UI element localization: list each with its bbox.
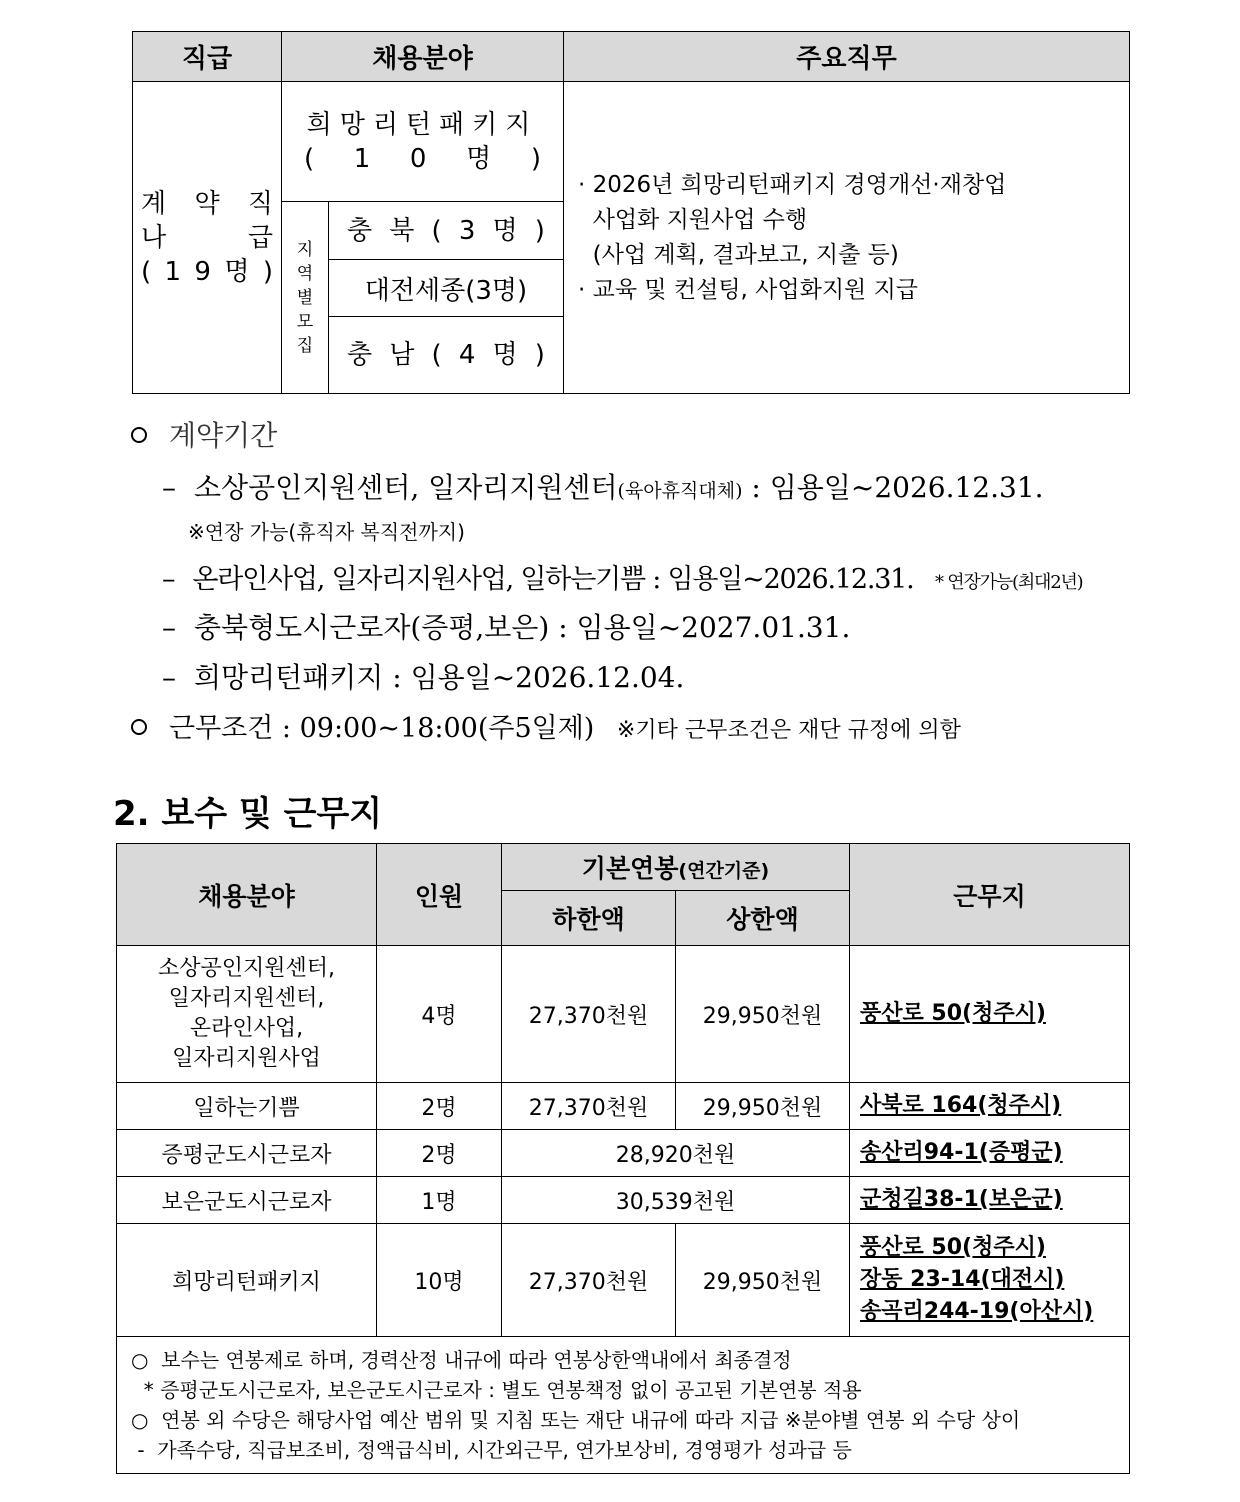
place-cell: 풍산로 50(청주시): [850, 946, 1130, 1083]
duty-line: 사업화 지원사업 수행: [578, 206, 808, 233]
field-main-count: ( 1 0 명 ): [304, 143, 541, 174]
contract-item-2-note: * 연장가능(최대2년): [934, 572, 1083, 593]
region-label-cell: [282, 202, 329, 394]
header-field: 채용분야: [117, 844, 377, 946]
table-row: [117, 1083, 1130, 1130]
contract-heading: 계약기간: [169, 419, 278, 452]
low-cell: 27,370천원: [502, 946, 676, 1083]
header-low: 하한액: [502, 891, 676, 946]
duty-line: (사업 계획, 결과보고, 지출 등): [578, 241, 899, 268]
duties-cell: [564, 82, 1130, 394]
high-cell: 29,950천원: [676, 1224, 850, 1337]
high-cell: 29,950천원: [676, 1083, 850, 1130]
notes-row: [117, 1337, 1130, 1474]
region-chungbuk: 충 북 ( 3 명 ): [329, 202, 564, 260]
recruitment-table: [132, 31, 1130, 394]
circle-bullet-icon: [131, 427, 147, 443]
place-cell: 사북로 164(청주시): [850, 1083, 1130, 1130]
low-cell: 27,370천원: [502, 1224, 676, 1337]
notes-cell: [117, 1337, 1130, 1474]
count-cell: 4명: [377, 946, 502, 1083]
place-cell: 송산리94-1(증평군): [850, 1130, 1130, 1177]
duty-line: · 교육 및 컨설팅, 사업화지원 지급: [578, 276, 919, 303]
header-count: 인원: [377, 844, 502, 946]
contract-item-3: – 충북형도시근로자(증평,보은) : 임용일~2027.01.31.: [162, 611, 851, 644]
region-daejeon-sejong: 대전세종(3명): [329, 260, 564, 317]
table-row: [117, 1177, 1130, 1224]
work-condition-note: ※기타 근무조건은 재단 규정에 의함: [616, 718, 961, 743]
count-cell: 2명: [377, 1130, 502, 1177]
field-cell: 일하는기쁨: [117, 1083, 377, 1130]
contract-item-1: – 소상공인지원센터, 일자리지원센터(육아휴직대체) : 임용일~2026.12.31.: [162, 471, 1044, 504]
table-row: [117, 1224, 1130, 1337]
pay-table: [116, 843, 1130, 1474]
count-cell: 10명: [377, 1224, 502, 1337]
salary-cell: 30,539천원: [502, 1177, 850, 1224]
header-grade: 직급: [133, 32, 282, 82]
field-cell: 소상공인지원센터, 일자리지원센터, 온라인사업, 일자리지원사업: [117, 946, 377, 1083]
contract-item-4: – 희망리턴패키지 : 임용일~2026.12.04.: [162, 661, 685, 694]
salary-cell: 28,920천원: [502, 1130, 850, 1177]
field-cell: 증평군도시근로자: [117, 1130, 377, 1177]
work-condition-line: [131, 706, 961, 745]
field-cell: 희망리턴패키지: [117, 1224, 377, 1337]
place-cell: 군청길38-1(보은군): [850, 1177, 1130, 1224]
header-field: 채용분야: [282, 32, 564, 82]
note-line: ○ 연봉 외 수당은 해당사업 예산 범위 및 지침 또는 재단 내규에 따라 지급 ※분야별 연봉 외 수당 상이: [131, 1408, 1021, 1432]
contract-item-1-note: ※연장 가능(휴직자 복직전까지): [188, 520, 465, 544]
circle-bullet-icon: [131, 719, 147, 735]
note-line: ○ 보수는 연봉제로 하며, 경력산정 내규에 따라 연봉상한액내에서 최종결정: [131, 1348, 792, 1372]
contract-item-2: – 온라인사업, 일자리지원사업, 일하는기쁨 : 임용일~2026.12.31. * 연장가능(최대2년): [162, 564, 1083, 595]
header-duties: 주요직무: [564, 32, 1130, 82]
low-cell: 27,370천원: [502, 1083, 676, 1130]
field-cell: 보은군도시근로자: [117, 1177, 377, 1224]
count-cell: 1명: [377, 1177, 502, 1224]
place-cell: 풍산로 50(청주시) 장동 23-14(대전시) 송곡리244-19(아산시): [850, 1224, 1130, 1337]
duty-line: · 2026년 희망리턴패키지 경영개선·재창업: [578, 171, 1007, 198]
field-main-name: 희망리턴패키지: [306, 109, 539, 140]
section-title: 2. 보수 및 근무지: [113, 794, 383, 834]
count-cell: 2명: [377, 1083, 502, 1130]
header-high: 상한액: [676, 891, 850, 946]
high-cell: 29,950천원: [676, 946, 850, 1083]
header-place: 근무지: [850, 844, 1130, 946]
note-line: * 증평군도시근로자, 보은군도시근로자 : 별도 연봉책정 없이 공고된 기본연봉 적용: [131, 1378, 862, 1402]
note-line: - 가족수당, 직급보조비, 정액급식비, 시간외근무, 연가보상비, 경영평가 성과급 등: [131, 1438, 852, 1462]
field-main-cell: [282, 82, 564, 202]
contract-heading-line: [131, 414, 277, 454]
grade-cell: 계 약 직 나 급 ( 1 9 명 ): [133, 82, 282, 394]
table-row: [117, 946, 1130, 1083]
work-condition: 근무조건 : 09:00~18:00(주5일제): [169, 713, 595, 744]
table-row: [117, 1130, 1130, 1177]
header-salary: 기본연봉(연간기준): [502, 844, 850, 891]
region-label: 지역별모집: [296, 239, 314, 356]
region-chungnam: 충 남 ( 4 명 ): [329, 317, 564, 394]
